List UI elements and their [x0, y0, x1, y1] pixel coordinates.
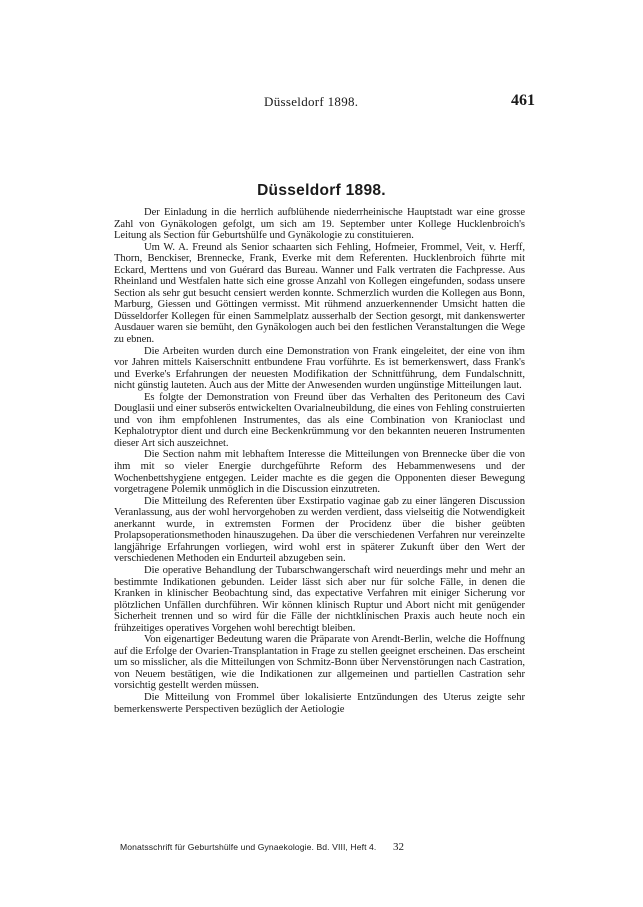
paragraph: Um W. A. Freund als Senior schaarten sich Fehling, Hofmeier, Frommel, Veit, v. Herff, Thorn, Benckiser, Brennecke, Frank, Everke mit dem Referenten. Hucklenbroich führte mit Eckard, Merttens und von Guérard das Bureau. Wanner und Falk vertraten die Fachpresse. Aus Rheinland und Westfalen hatte sich eine grosse Anzahl von Kollegen eingefunden, sodass unsere Section als sehr gut besucht censiert werden konnte. Schmerzlich wurden die Kollegen aus Bonn, Marburg, Giessen und Göttingen vermisst. Mit rühmend anzuerkennender Umsicht hatten die Düsseldorfer Kollegen für einen Sammelplatz ausserhalb der Section gesorgt, mit dankenswerter Ausdauer waren sie bemüht, den Gynäkologen auch bei den festlichen Veranstaltungen die Wege zu ebnen. — [114, 241, 525, 346]
paragraph: Die Mitteilung des Referenten über Exstirpatio vaginae gab zu einer längeren Discussion Veranlassung, aus der wohl hervorgehoben zu werden verdient, dass vielseitig die Notwendigkeit anerkannt wurde, in extremsten Formen der Procidenz über die bisher geübten Prolapsoperationsmethoden hinauszugehen. Da über die verschiedenen Verfahren nur vereinzelte langjährige Erfahrungen vorliegen, wird wohl erst in späterer Zukunft über den Wert der verschiedenen Methoden ein Endurteil abzugeben sein. — [114, 495, 525, 565]
running-head-title: Düsseldorf 1898. — [264, 94, 359, 109]
footer-signature: 32 — [392, 841, 405, 853]
page-footer — [120, 841, 520, 853]
article-body — [114, 207, 525, 715]
paragraph: Die Mitteilung von Frommel über lokalisierte Entzündungen des Uterus zeigte sehr bemerkenswerte Perspectiven bezüglich der Aetiologie — [114, 691, 525, 715]
paragraph: Von eigenartiger Bedeutung waren die Präparate von Arendt-Berlin, welche die Hoffnung auf die Erfolge der Ovarien-Transplantation in Frage zu stellen geeignet erscheinen. Das erscheint um so misslicher, als die Mitteilungen von Schmitz-Bonn über Nervenstörungen nach Castration, von Neuem bestätigen, wie die Indikationen zur allgemeinen und partiellen Castration sehr vorsichtig gestellt werden müssen. — [114, 634, 525, 692]
running-head — [140, 92, 535, 112]
paragraph: Die Arbeiten wurden durch eine Demonstration von Frank eingeleitet, der eine von ihm vor Jahren mittels Kaiserschnitt entbundene Frau vorführte. Es ist bemerkenswert, dass Frank's und Everke's Erfahrungen der neuesten Modifikation der Schnittführung, dem Fundalschnitt, nicht günstig lauteten. Auch aus der Mitte der Anwesenden wurden ungünstige Mitteilungen laut. — [114, 345, 525, 392]
paragraph: Die operative Behandlung der Tubarschwangerschaft wird neuerdings mehr und mehr an bestimmte Indikationen gebunden. Leider lässt sich aber nur für solche Fälle, in denen die Kranken in klinischer Beobachtung sind, das expectative Verfahren mit einiger Sicherung vor plötzlichen Unfällen durchführen. Wir können klinisch Ruptur und Abort nicht mit genügender Sicherheit trennen und so wird für die Fälle der nichtklinischen Praxis auch heute noch ein frühzeitiges operatives Vorgehen wohl berechtigt bleiben. — [114, 564, 525, 634]
paragraph: Die Section nahm mit lebhaftem Interesse die Mitteilungen von Brennecke über die von ihm mit so vieler Energie durchgeführte Reform des Hebammenwesens und der Wochenbettshygiene entgegen. Leider machte es die gegen die Opponenten dieser Bewegung vorgetragene Polemik unmöglich in die Discussion einzutreten. — [114, 449, 525, 496]
section-heading: Düsseldorf 1898. — [257, 182, 386, 199]
paragraph: Es folgte der Demonstration von Freund über das Verhalten des Peritoneum des Cavi Douglasii und einer subserös entwickelten Ovarialneubildung, die eines von Fehling construierten und von ihm empfohlenen Instrumentes, das als eine Combination von Kranioclast und Kephalotryptor dient und durch eine Beckenkrümmung vor den bekannten neueren Instrumenten dieser Art sich auszeichnet. — [114, 391, 525, 449]
paragraph: Der Einladung in die herrlich aufblühende niederrheinische Hauptstadt war eine grosse Zahl von Gynäkologen gefolgt, um sich am 19. September unter Kollege Hucklenbroich's Leitung als Section für Geburtshülfe und Gynäkologie zu constituieren. — [114, 207, 525, 242]
footer-journal: Monatsschrift für Geburtshülfe und Gynaekologie. Bd. VIII, Heft 4. — [120, 842, 377, 852]
page-number: 461 — [511, 92, 535, 109]
